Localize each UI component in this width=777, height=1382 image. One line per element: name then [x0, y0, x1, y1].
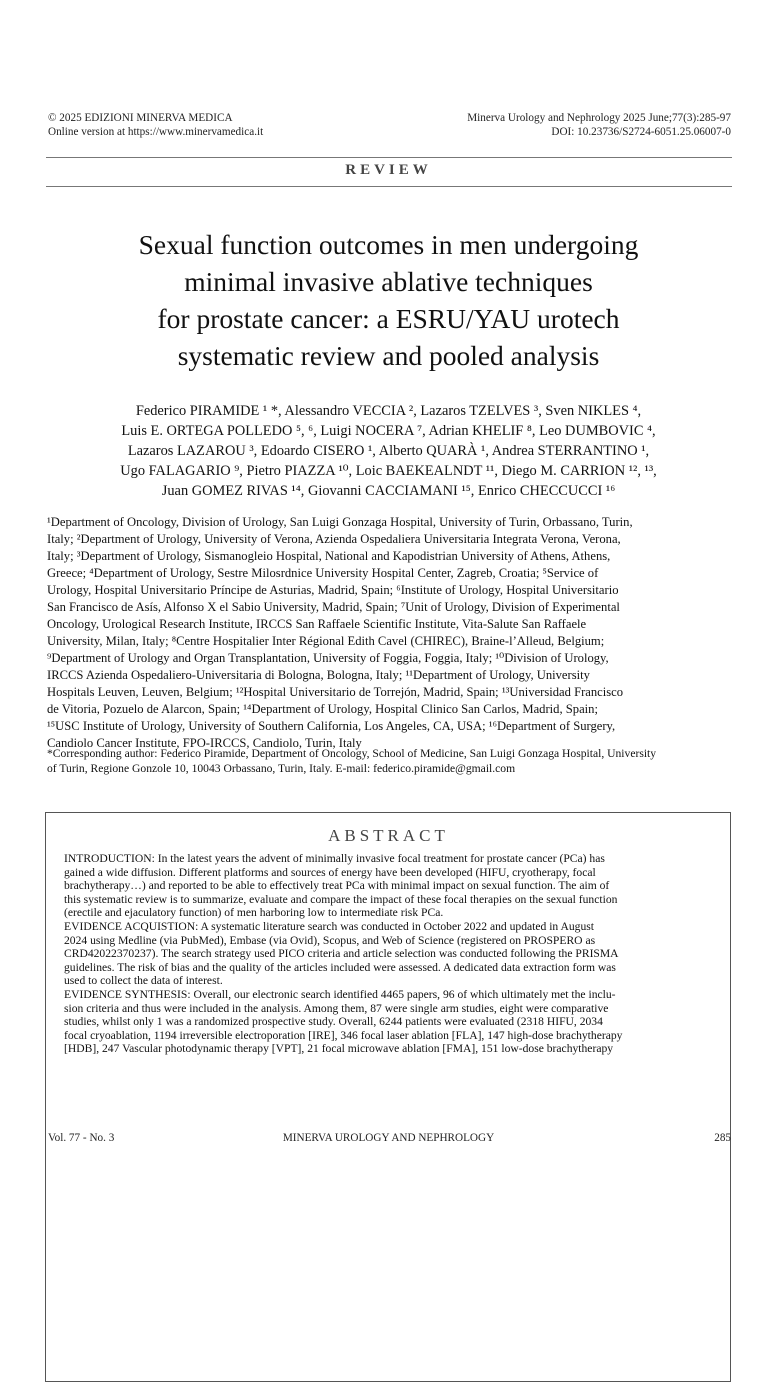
affiliation-line: University, Milan, Italy; ⁸Centre Hospitalier Inter Régional Edith Cavel (CHIREC), Braine-l’Alleud, Belgium;	[47, 634, 605, 648]
affiliation-line: Italy; ²Department of Urology, University of Verona, Azienda Ospedaliera Universitaria Integrata Verona, Verona,	[47, 532, 621, 546]
affiliation-line: de Vitoria, Pozuelo de Alarcon, Spain; ¹⁴Department of Urology, Hospital Clinico San Carlos, Madrid, Spain;	[47, 702, 598, 716]
title-line: Sexual function outcomes in men undergoing	[138, 229, 639, 260]
abstract-line: [HDB], 247 Vascular photodynamic therapy [VPT], 21 focal microwave ablation [FMA], 151 low-dose brachytherapy	[64, 1042, 614, 1056]
article-title	[60, 226, 717, 374]
affiliation-line: San Francisco de Asís, Alfonso X el Sabio University, Madrid, Spain; ⁷Unit of Urology, Division of Experimental	[47, 600, 620, 614]
footer-journal-name: MINERVA UROLOGY AND NEPHROLOGY	[282, 1132, 495, 1144]
corresponding-line: of Turin, Regione Gonzole 10, 10043 Orbassano, Turin, Italy. E-mail: federico.piramide@gmail.com	[47, 762, 516, 775]
title-line: minimal invasive ablative techniques	[184, 266, 593, 297]
journal-citation: Minerva Urology and Nephrology 2025 June;77(3):285-97	[467, 112, 731, 124]
abstract-line: brachytherapy…) and reported to be able to effectively treat PCa with minimal impact on sexual function. The aim of	[64, 879, 610, 893]
section-rule-top	[46, 157, 732, 158]
author-line: Federico PIRAMIDE ¹ *, Alessandro VECCIA ², Lazaros TZELVES ³, Sven NIKLES ⁴,	[135, 403, 642, 419]
abstract-line: this systematic review is to summarize, evaluate and compare the impact of these focal therapies on the sexual function	[64, 892, 618, 906]
section-rule-bottom	[46, 186, 732, 187]
abstract-line: EVIDENCE ACQUISTION: A systematic literature search was conducted in October 2022 and updated in August	[64, 919, 594, 933]
affiliation-line: Candiolo Cancer Institute, FPO-IRCCS, Candiolo, Turin, Italy	[47, 736, 362, 750]
author-line: Ugo FALAGARIO ⁹, Pietro PIAZZA ¹⁰, Loic BAEKEALNDT ¹¹, Diego M. CARRION ¹², ¹³,	[120, 463, 657, 479]
abstract-line: INTRODUCTION: In the latest years the advent of minimally invasive focal treatment for prostate cancer (PCa) has	[64, 852, 605, 865]
abstract-body	[64, 852, 716, 1056]
affiliation-line: Italy; ³Department of Urology, Sismanogleio Hospital, National and Kapodistrian University of Athens, Athens,	[47, 549, 611, 563]
affiliations	[47, 514, 733, 752]
footer-volume: Vol. 77 - No. 3	[48, 1132, 115, 1144]
running-header-left	[48, 111, 263, 139]
corresponding-author	[47, 746, 733, 776]
affiliation-line: Urology, Hospital Universitario Príncipe de Asturias, Madrid, Spain; ⁶Institute of Urology, Hospital Universitario	[47, 583, 619, 597]
affiliation-line: IRCCS Azienda Ospedaliero-Universitaria di Bologna, Bologna, Italy; ¹¹Department of Urology, University	[47, 668, 590, 682]
author-line: Juan GOMEZ RIVAS ¹⁴, Giovanni CACCIAMANI ¹⁵, Enrico CHECCUCCI ¹⁶	[161, 483, 616, 499]
online-version-line: Online version at https://www.minervamedica.it	[48, 126, 264, 138]
copyright-line: © 2025 EDIZIONI MINERVA MEDICA	[48, 112, 233, 124]
section-label: REVIEW	[345, 162, 432, 178]
abstract-line: (erectile and ejaculatory function) of men harboring low to intermediate risk PCa.	[64, 906, 444, 920]
abstract-line: studies, whilst only 1 was a randomized prospective study. Overall, 6244 patients were evaluated (2318 HIFU, 2034	[64, 1015, 603, 1029]
author-line: Luis E. ORTEGA POLLEDO ⁵, ⁶, Luigi NOCERA ⁷, Adrian KHELIF ⁸, Leo DUMBOVIC ⁴,	[121, 423, 656, 439]
author-line: Lazaros LAZAROU ³, Edoardo CISERO ¹, Alberto QUARÀ ¹, Andrea STERRANTINO ¹,	[127, 443, 650, 459]
title-line: for prostate cancer: a ESRU/YAU urotech	[157, 303, 620, 334]
page-number: 285	[714, 1132, 731, 1144]
affiliation-line: ¹Department of Oncology, Division of Urology, San Luigi Gonzaga Hospital, University of Turin, Orbassano, Turin,	[47, 515, 633, 529]
abstract-line: used to collect the data of interest.	[64, 974, 223, 988]
running-header-right	[467, 111, 731, 139]
abstract-heading: ABSTRACT	[328, 826, 449, 845]
affiliation-line: Oncology, Urological Research Institute, IRCCS San Raffaele Scientific Institute, Vita-Salute San Raffaele	[47, 617, 587, 631]
abstract-line: EVIDENCE SYNTHESIS: Overall, our electronic search identified 4465 papers, 96 of which ultimately met the inclu-	[64, 987, 616, 1001]
abstract-line: gained a wide diffusion. Different platforms and sources of energy have been developed (HIFU, cryotherapy, focal	[64, 865, 596, 879]
affiliation-line: Hospitals Leuven, Leuven, Belgium; ¹²Hospital Universitario de Torrejón, Madrid, Spain; ¹³Universidad Francisco	[47, 685, 624, 699]
title-line: systematic review and pooled analysis	[177, 340, 600, 371]
abstract-line: CRD42022370237). The search strategy used PICO criteria and article selection was conducted following the PRISMA	[64, 947, 619, 961]
doi-line: DOI: 10.23736/S2724-6051.25.06007-0	[551, 126, 731, 138]
abstract-line: guidelines. The risk of bias and the quality of the articles included were assessed. A dedicated data extraction form was	[64, 960, 616, 974]
abstract-line: sion criteria and thus were included in the analysis. Among them, 87 were single arm studies, eight were comparative	[64, 1001, 609, 1015]
author-list	[48, 401, 729, 501]
corresponding-line: *Corresponding author: Federico Piramide, Department of Oncology, School of Medicine, San Luigi Gonzaga Hospital, University	[47, 747, 657, 760]
affiliation-line: ¹⁵USC Institute of Urology, University of Southern California, Los Angeles, CA, USA; ¹⁶Department of Surgery,	[47, 719, 616, 733]
affiliation-line: Greece; ⁴Department of Urology, Sestre Milosrdnice University Hospital Center, Zagreb, Croatia; ⁵Service of	[47, 566, 599, 580]
affiliation-line: ⁹Department of Urology and Organ Transplantation, University of Foggia, Foggia, Italy; ¹⁰Division of Urology,	[47, 651, 609, 665]
abstract-line: 2024 using Medline (via PubMed), Embase (via Ovid), Scopus, and Web of Science (registered on PROSPERO as	[64, 933, 596, 947]
abstract-line: focal cryoablation, 1194 irreversible electroporation [IRE], 346 focal laser ablation [FLA], 147 high-dose brachytherapy	[64, 1028, 623, 1042]
